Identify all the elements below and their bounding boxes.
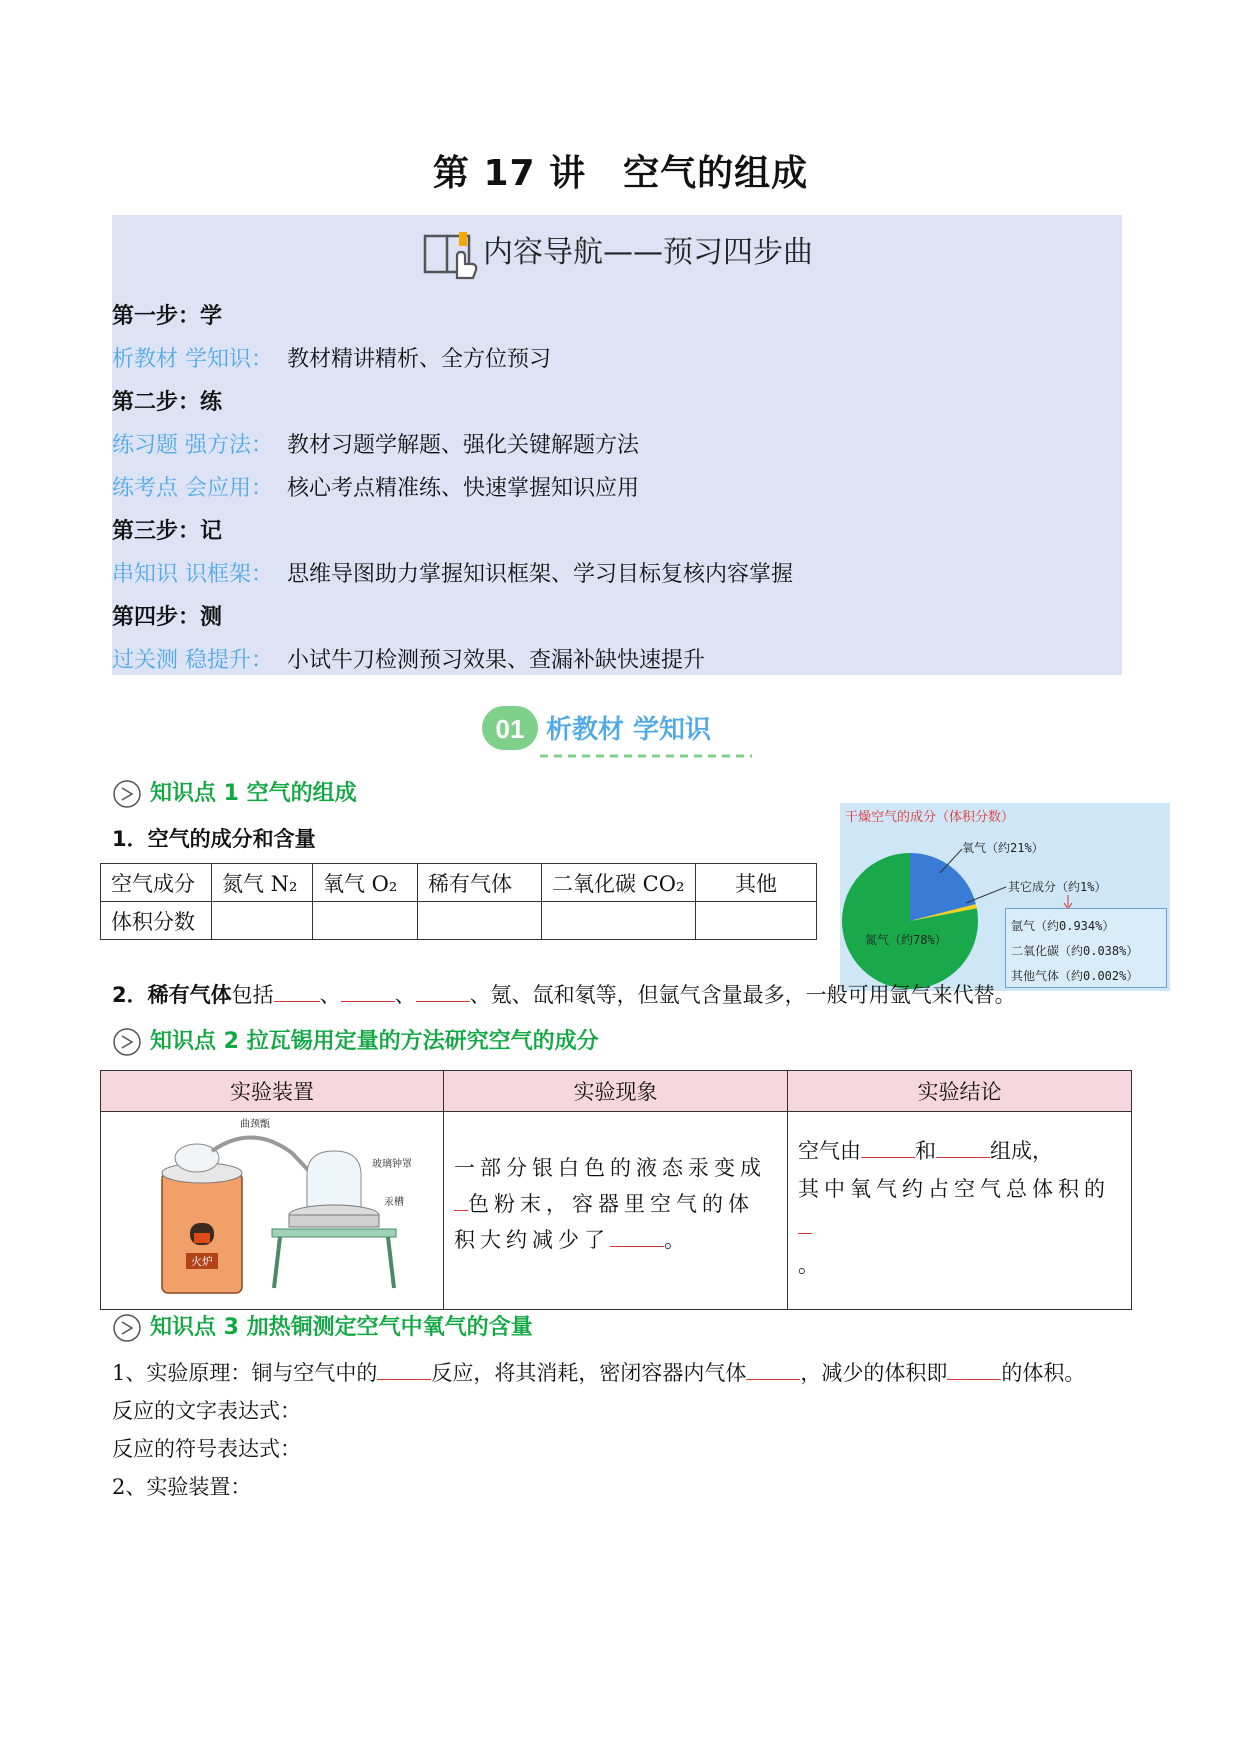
arrow-circle-icon [112,1313,142,1343]
nav-header [112,227,1122,280]
section-badge [480,700,760,752]
lavoisier-table [100,1070,1132,1310]
nav-step-heading: 第四步：测 [112,605,223,630]
kp1-q2: 2．稀有气体包括 、 、 、氪、氙和氡等，但氩气含量最多，一般可用氩气来代替。 [112,983,1016,1007]
trough-label: 汞槽 [384,1197,404,1208]
kp2-title: 知识点 2 拉瓦锡用定量的方法研究空气的成分 [112,1024,599,1057]
nav-step-heading: 第一步：学 [112,304,223,329]
nav-item-text: 教材精讲精析、全方位预习 [287,347,552,372]
nav-item-highlight: 过关测 稳提升： [112,648,273,673]
badge-number: 01 [495,714,525,744]
kp3-principle: 1、实验原理：铜与空气中的 反应，将其消耗，密闭容器内气体 ，减少的体积即 的体积。 [112,1361,1086,1385]
answer-blank[interactable] [274,981,320,1002]
nav-step-heading: 第三步：记 [112,519,223,544]
down-arrow-icon [1064,895,1072,909]
badge-title: 析教材 学知识 [546,715,712,745]
breakdown-item: 二氧化碳（约0.038%） [1011,944,1139,958]
table-row [101,864,817,902]
table-header-cell: 实验结论 [788,1071,1132,1112]
answer-cell[interactable] [418,902,542,940]
answer-blank[interactable] [454,1190,468,1211]
nav-item-highlight: 练考点 会应用： [112,476,273,501]
page-title: 第 17 讲 空气的组成 [432,153,809,194]
nav-step-heading: 第二步：练 [112,390,223,415]
answer-cell[interactable] [696,902,817,940]
pie-label-oxygen: 氧气（约21%） [962,841,1044,855]
answer-blank[interactable] [416,981,470,1002]
table-row [101,1112,1132,1310]
composition-table [100,863,817,940]
nav-item [112,561,793,589]
table-header-cell: 实验现象 [444,1071,788,1112]
breakdown-item: 氩气（约0.934%） [1011,919,1115,933]
nav-item [112,432,639,460]
flask-label: 曲颈甑 [240,1119,270,1130]
nav-item [112,647,705,675]
book-hand-icon [421,228,479,280]
conclusion-cell: 空气由 和 组成， 其中氧气约占空气总体积的 。 [788,1112,1132,1310]
table-row [101,1071,1132,1112]
answer-blank[interactable] [861,1137,915,1158]
table-header-cell: 氧气 O₂ [313,864,418,902]
nav-item-text: 核心考点精准练、快速掌握知识应用 [287,476,640,501]
lavoisier-apparatus-illustration [102,1113,442,1303]
answer-blank[interactable] [936,1137,990,1158]
arrow-circle-icon [112,779,142,809]
nav-item-text: 教材习题学解题、强化关键解题方法 [287,433,640,458]
chart-title: 干燥空气的成分（体积分数） [845,810,1015,825]
answer-blank[interactable] [377,1359,431,1380]
table-header-cell: 稀有气体 [418,864,542,902]
air-composition-chart [840,803,1170,991]
kp3-title: 知识点 3 加热铜测定空气中氧气的含量 [112,1310,533,1343]
answer-cell[interactable] [313,902,418,940]
answer-blank[interactable] [746,1359,800,1380]
kp3-apparatus: 2、实验装置： [112,1475,252,1499]
nav-item [112,346,551,374]
table-header-cell: 二氧化碳 CO₂ [542,864,696,902]
table-header-cell: 其他 [696,864,817,902]
table-header-cell: 实验装置 [101,1071,444,1112]
nav-item-highlight: 串知识 识框架： [112,562,273,587]
answer-blank[interactable] [947,1359,1001,1380]
arrow-circle-icon [112,1027,142,1057]
apparatus-cell [101,1112,444,1310]
kp3-word-equation: 反应的文字表达式： [112,1399,301,1423]
kp3-symbol-equation: 反应的符号表达式： [112,1437,301,1461]
kp1-q1: 1．空气的成分和含量 [112,827,316,851]
bell-label: 玻璃钟罩 [372,1159,412,1170]
nav-item-highlight: 析教材 学知识： [112,347,273,372]
phenomenon-cell: 一部分银白色的液态汞变成色粉末，容器里空气的体积大约减少了 。 [444,1112,788,1310]
answer-blank[interactable] [798,1213,812,1234]
kp1-title: 知识点 1 空气的组成 [112,776,357,809]
answer-cell[interactable] [212,902,313,940]
nav-item-text: 思维导图助力掌握知识框架、学习目标复核内容掌握 [287,562,794,587]
answer-blank[interactable] [341,981,395,1002]
answer-blank[interactable] [610,1226,664,1247]
nav-header-text: 内容导航——预习四步曲 [483,235,813,270]
pie-label-other: 其它成分（约1%） [1008,880,1107,894]
table-row-label: 体积分数 [101,902,212,940]
breakdown-item: 其他气体（约0.002%） [1011,969,1139,983]
table-header-cell: 空气成分 [101,864,212,902]
pie-label-nitrogen: 氮气（约78%） [865,933,947,947]
answer-cell[interactable] [542,902,696,940]
nav-item-highlight: 练习题 强方法： [112,433,273,458]
nav-item [112,475,639,503]
furnace-label: 火炉 [191,1255,213,1268]
content-nav-panel [112,215,1122,675]
nav-item-text: 小试牛刀检测预习效果、查漏补缺快速提升 [287,648,706,673]
table-row [101,902,817,940]
breakdown-box [1005,908,1167,988]
table-header-cell: 氮气 N₂ [212,864,313,902]
